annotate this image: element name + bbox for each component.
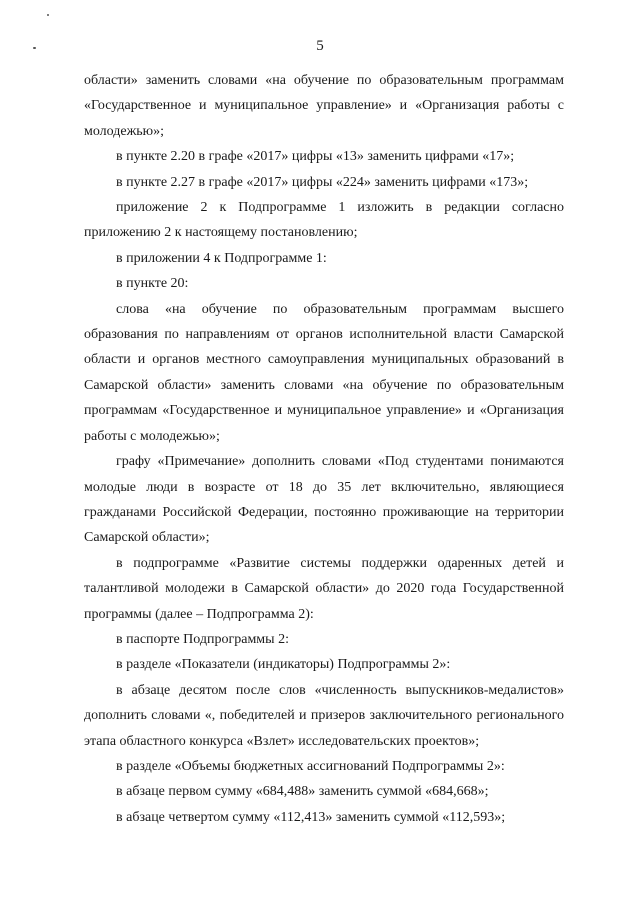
paragraph: в пункте 2.27 в графе «2017» цифры «224» заменить цифрами «173»; [116,174,529,190]
paragraph: в абзаце десятом после слов «численность выпускников-медалистов» дополнить словами «, победителей и призеров заключительного регионального этапа областного конкурса «Взлет» исследовательских проектов»; [84,682,564,749]
scan-speck [47,14,49,16]
paragraph: области» заменить словами «на обучение по образовательным программам «Государственное и муниципальное управление» и «Организация работы с молодежью»; [84,73,564,139]
paragraph: в приложении 4 к Подпрограмме 1: [116,250,327,266]
paragraph: слова «на обучение по образовательным программам высшего образования по направлениям от органов исполнительной власти Самарской области и органов местного самоуправления муниципальных образований в Самарской области» заменить словами «на обучение по образовательным программам «Государственное и муниципальное управление» и «Организация работы с молодежью»; [84,301,564,444]
paragraph: в разделе «Объемы бюджетных ассигнований Подпрограммы 2»: [116,758,505,774]
paragraph: в абзаце четвертом сумму «112,413» заменить суммой «112,593»; [116,809,506,825]
paragraph: в подпрограмме «Развитие системы поддержки одаренных детей и талантливой молодежи в Самарской области» до 2020 года Государственной программы (далее – Подпрограмма 2): [84,555,564,622]
paragraph: в разделе «Показатели (индикаторы) Подпрограммы 2»: [116,657,451,673]
document-body [84,68,564,830]
paragraph: в абзаце первом сумму «684,488» заменить суммой «684,668»; [116,784,489,800]
page-number: 5 [316,38,324,54]
paragraph: в пункте 2.20 в графе «2017» цифры «13» заменить цифрами «17»; [116,149,515,165]
paragraph: графу «Примечание» дополнить словами «Под студентами понимаются молодые люди в возрасте от 18 до 35 лет включительно, являющиеся гражданами Российской Федерации, постоянно проживающие на территории Самарской области»; [84,454,564,546]
paragraph: в паспорте Подпрограммы 2: [116,631,289,647]
paragraph: в пункте 20: [116,276,189,292]
paragraph: приложение 2 к Подпрограмме 1 изложить в редакции согласно приложению 2 к настоящему постановлению; [84,200,564,241]
